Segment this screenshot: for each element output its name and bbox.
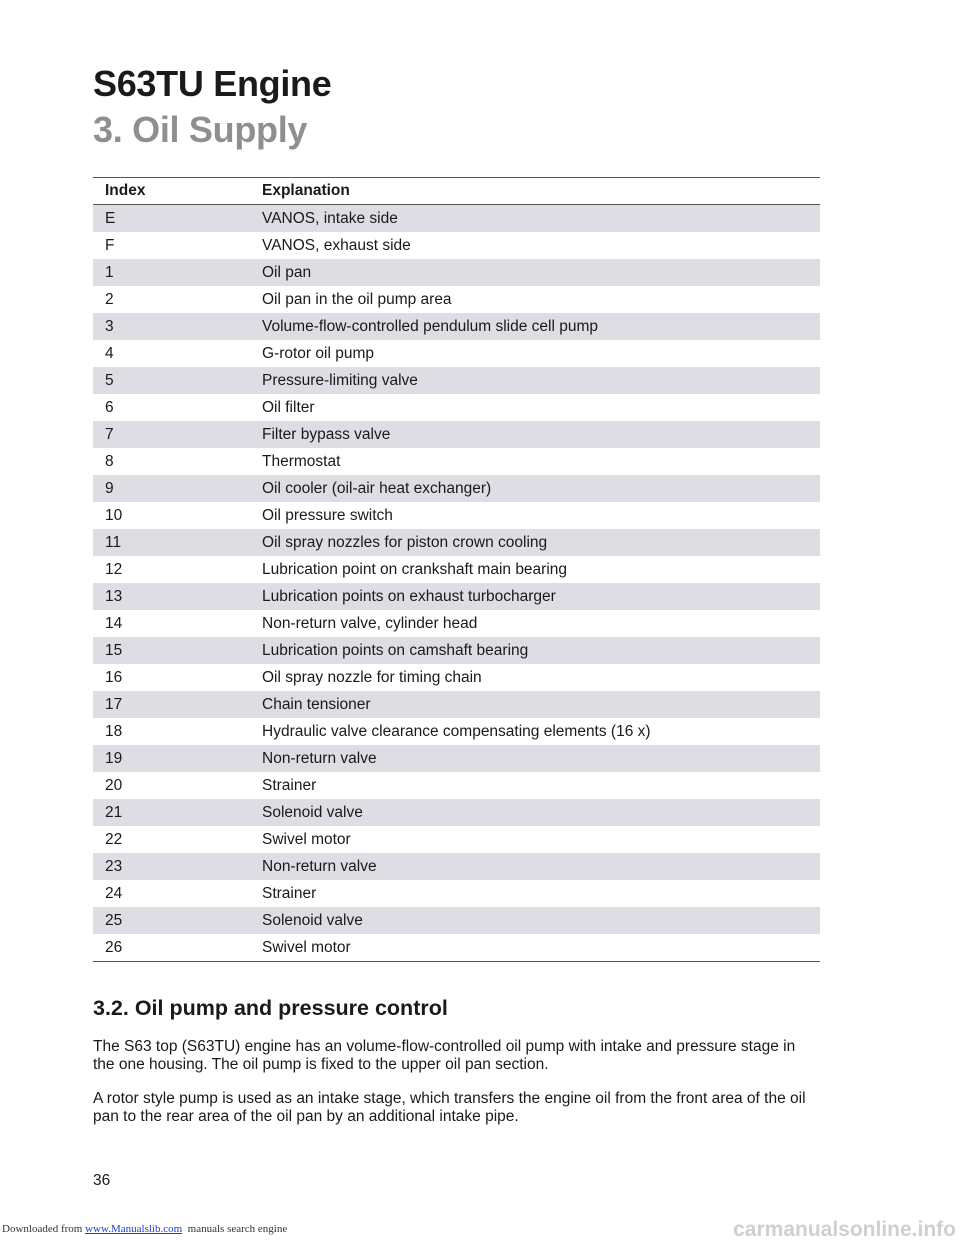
row-explanation: Non-return valve <box>250 745 820 772</box>
section-heading: 3.2. Oil pump and pressure control <box>93 996 448 1020</box>
row-explanation: Lubrication points on exhaust turbocharger <box>250 583 820 610</box>
table-row <box>93 340 820 367</box>
row-index: 5 <box>93 367 250 394</box>
table-row <box>93 448 820 475</box>
page-number: 36 <box>93 1172 111 1189</box>
table-row <box>93 880 820 907</box>
row-index: 11 <box>93 529 250 556</box>
page-subtitle: 3. Oil Supply <box>93 109 308 150</box>
row-index: 6 <box>105 398 114 416</box>
row-index: 2 <box>105 290 114 308</box>
index-table <box>93 177 820 962</box>
table-row <box>93 691 820 718</box>
table-row <box>93 232 820 259</box>
row-index: 20 <box>105 776 123 794</box>
table-row <box>93 664 820 691</box>
watermark-text: carmanualsonline.info <box>733 1218 956 1241</box>
table-row <box>93 313 820 340</box>
row-index: 1 <box>93 259 250 286</box>
table-row <box>93 394 820 421</box>
table-row <box>93 556 820 583</box>
row-explanation: Strainer <box>262 776 317 794</box>
footer-source <box>2 1223 287 1235</box>
table-row <box>93 502 820 529</box>
row-explanation: Swivel motor <box>262 830 351 848</box>
table-row <box>93 475 820 502</box>
table-row <box>93 421 820 448</box>
table-row <box>93 583 820 610</box>
row-explanation: Pressure-limiting valve <box>250 367 820 394</box>
body-paragraph: A rotor style pump is used as an intake stage, which transfers the engine oil from the front area of the oil pan to the rear area of the oil pan by an additional intake pipe. <box>93 1090 806 1125</box>
row-index: 24 <box>105 884 123 902</box>
row-explanation: Hydraulic valve clearance compensating elements (16 x) <box>262 722 651 740</box>
manualslib-link[interactable]: www.Manualslib.com <box>85 1223 183 1235</box>
table-row <box>93 205 820 233</box>
row-explanation: Oil pan <box>250 259 820 286</box>
table-row <box>93 907 820 934</box>
row-index: 21 <box>93 799 250 826</box>
row-index: 26 <box>105 938 123 956</box>
column-header-explanation: Explanation <box>250 178 820 205</box>
row-index: 23 <box>93 853 250 880</box>
row-explanation: Oil pan in the oil pump area <box>262 290 452 308</box>
row-explanation: Oil filter <box>262 398 315 416</box>
row-index: 15 <box>93 637 250 664</box>
row-index: 17 <box>93 691 250 718</box>
row-index: 8 <box>105 452 114 470</box>
download-footer <box>0 1220 960 1242</box>
row-explanation: Volume-flow-controlled pendulum slide cell pump <box>250 313 820 340</box>
row-index: 16 <box>105 668 123 686</box>
row-explanation: Swivel motor <box>262 938 351 956</box>
row-explanation: Filter bypass valve <box>250 421 820 448</box>
table-header-row <box>93 178 820 205</box>
row-index: E <box>93 205 250 233</box>
row-explanation: Lubrication points on camshaft bearing <box>250 637 820 664</box>
row-explanation: Thermostat <box>262 452 341 470</box>
row-index: 19 <box>93 745 250 772</box>
row-index: 14 <box>105 614 123 632</box>
row-index: 13 <box>93 583 250 610</box>
body-paragraph: The S63 top (S63TU) engine has an volume-flow-controlled oil pump with intake and pressure stage in the one housing. The oil pump is fixed to the upper oil pan section. <box>93 1038 796 1073</box>
row-explanation: Solenoid valve <box>250 799 820 826</box>
row-explanation: Oil cooler (oil-air heat exchanger) <box>250 475 820 502</box>
row-explanation: Strainer <box>262 884 317 902</box>
table-body <box>93 205 820 962</box>
row-index: 10 <box>105 506 123 524</box>
table-row <box>93 799 820 826</box>
table-row <box>93 259 820 286</box>
table-row <box>93 745 820 772</box>
row-explanation: Oil spray nozzles for piston crown cooling <box>250 529 820 556</box>
row-index: 12 <box>105 560 123 578</box>
row-explanation: Chain tensioner <box>250 691 820 718</box>
row-explanation: Oil pressure switch <box>262 506 393 524</box>
table-row <box>93 637 820 664</box>
table-row <box>93 529 820 556</box>
table-row <box>93 286 820 313</box>
footer-suffix: manuals search engine <box>187 1223 288 1235</box>
page-title: S63TU Engine <box>93 63 332 104</box>
footer-prefix: Downloaded from <box>2 1223 83 1235</box>
table-row <box>93 367 820 394</box>
table-row <box>93 853 820 880</box>
row-index: 7 <box>93 421 250 448</box>
row-explanation: Non-return valve, cylinder head <box>262 614 478 632</box>
table-row <box>93 934 820 962</box>
row-index: 25 <box>93 907 250 934</box>
row-index: 22 <box>105 830 123 848</box>
table-row <box>93 772 820 799</box>
row-explanation: Solenoid valve <box>250 907 820 934</box>
row-explanation: VANOS, intake side <box>250 205 820 233</box>
row-index: F <box>105 236 115 254</box>
row-explanation: Non-return valve <box>250 853 820 880</box>
row-explanation: Oil spray nozzle for timing chain <box>262 668 482 686</box>
row-index: 9 <box>93 475 250 502</box>
table-row <box>93 610 820 637</box>
table-row <box>93 718 820 745</box>
row-index: 4 <box>105 344 114 362</box>
table-row <box>93 826 820 853</box>
column-header-index: Index <box>93 178 250 205</box>
row-index: 3 <box>93 313 250 340</box>
row-explanation: Lubrication point on crankshaft main bearing <box>262 560 568 578</box>
row-index: 18 <box>105 722 123 740</box>
row-explanation: G-rotor oil pump <box>262 344 374 362</box>
row-explanation: VANOS, exhaust side <box>262 236 411 254</box>
